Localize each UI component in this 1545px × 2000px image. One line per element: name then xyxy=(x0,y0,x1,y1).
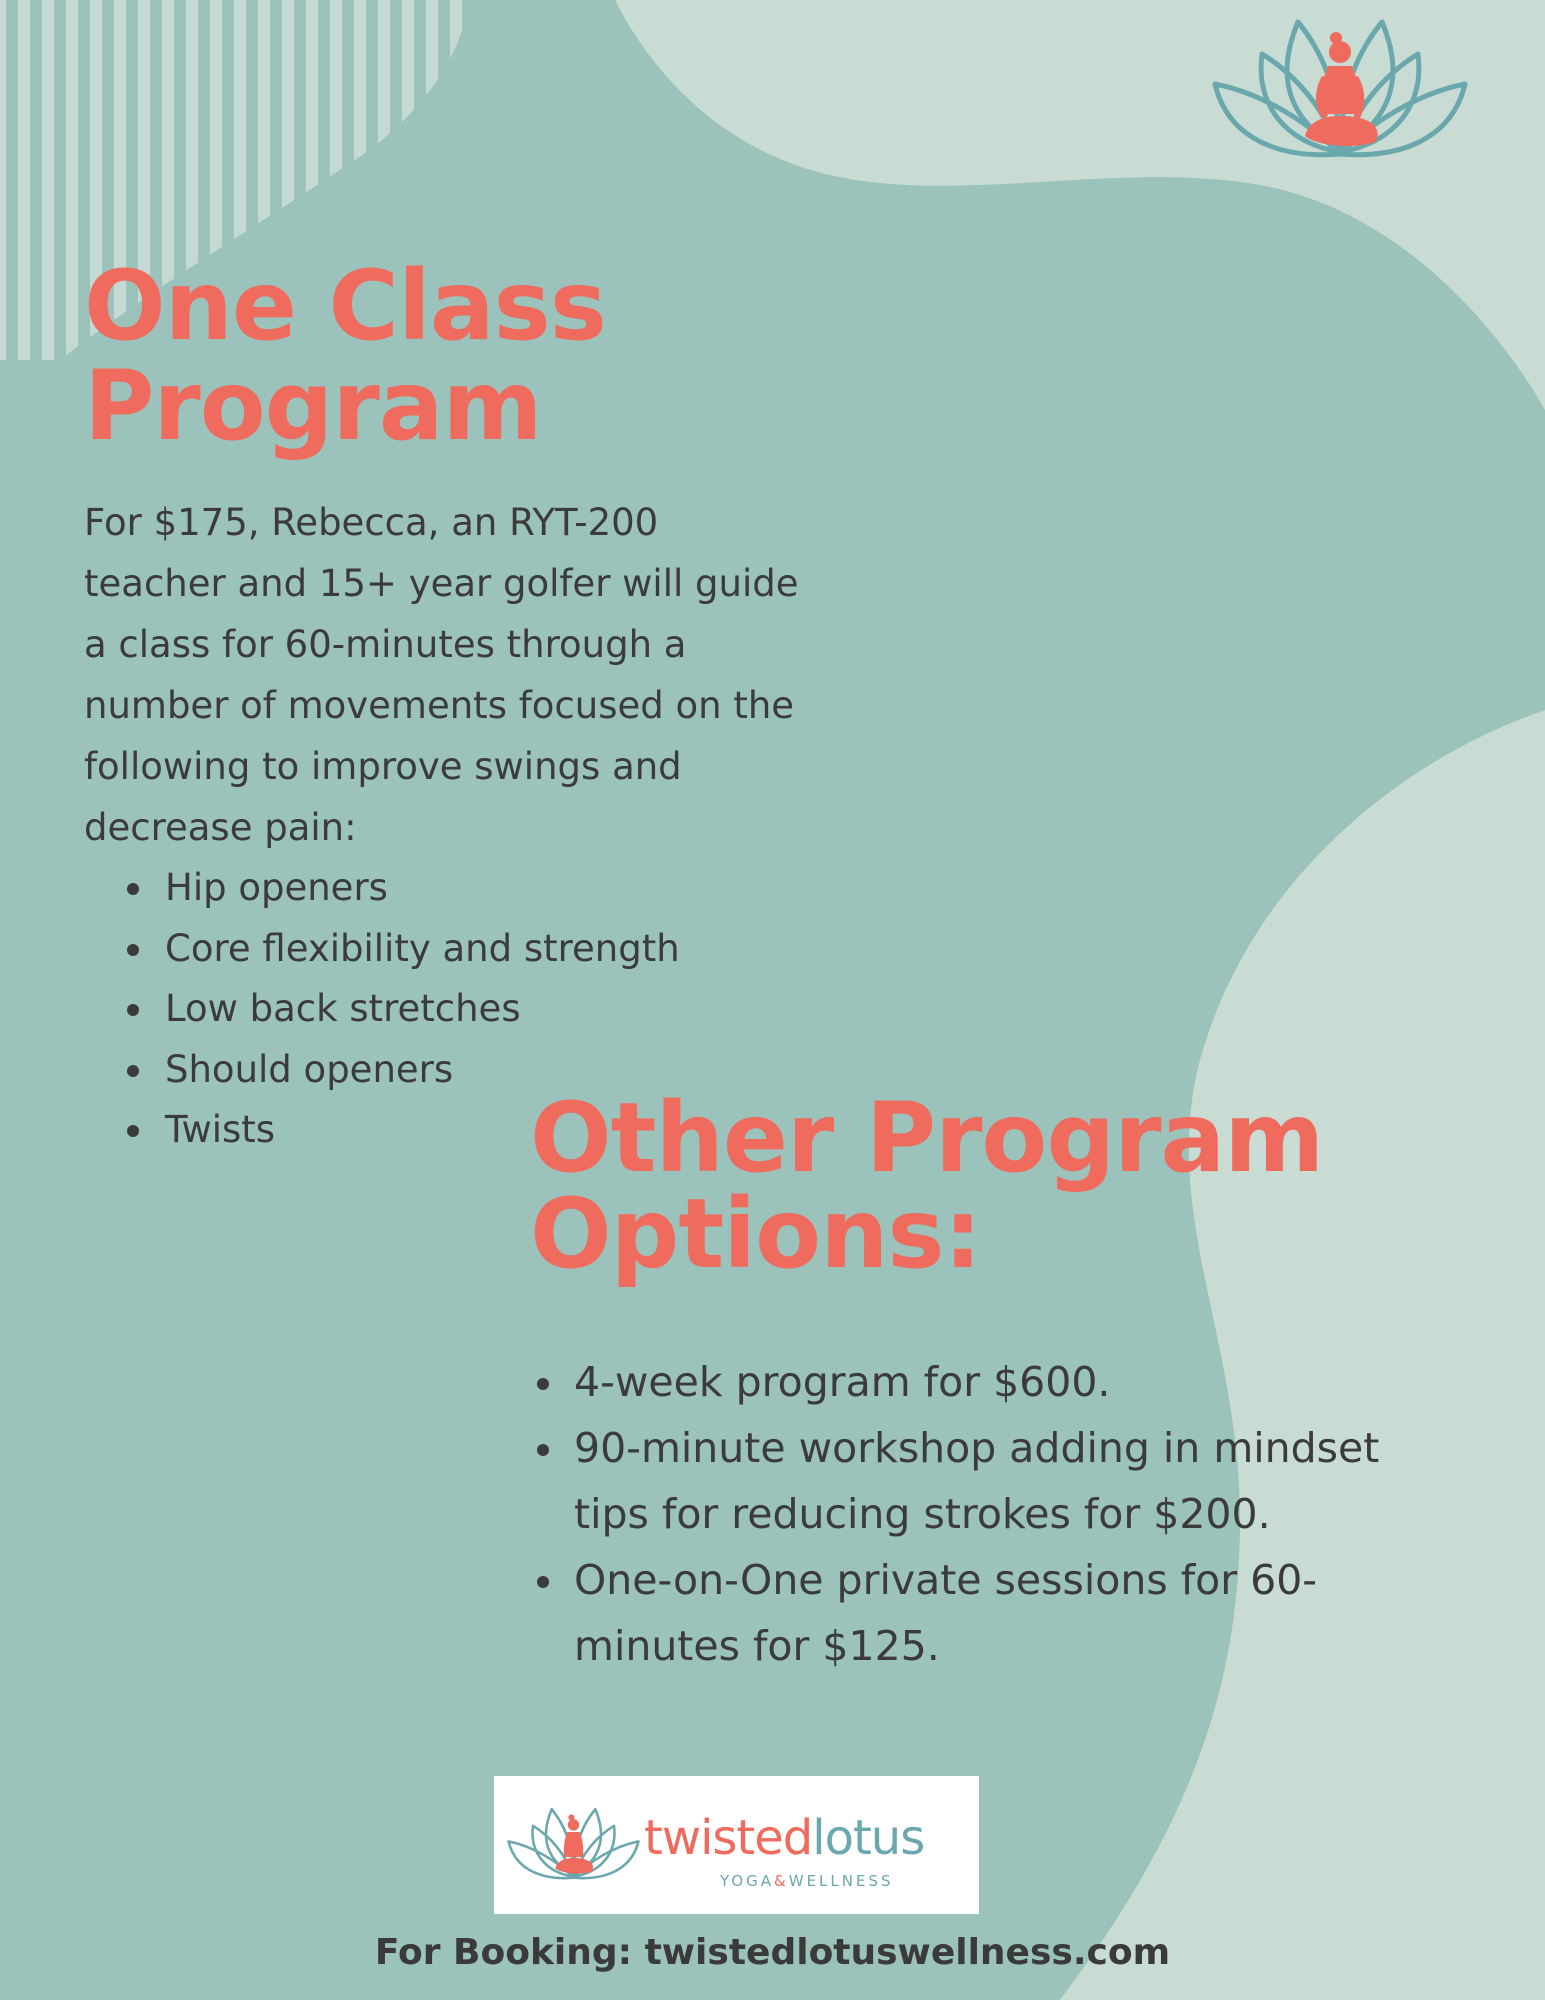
lotus-meditation-icon xyxy=(1210,14,1470,164)
section1-title xyxy=(84,250,606,462)
logo-tagline xyxy=(720,1872,894,1890)
option-line: minutes for $125. xyxy=(574,1622,940,1670)
option-line: tips for reducing strokes for $200. xyxy=(574,1490,1271,1538)
brand-logo xyxy=(494,1776,979,1914)
logo-tag-wellness: WELLNESS xyxy=(788,1872,894,1890)
lotus-logo-icon xyxy=(506,1794,641,1894)
logo-tag-yoga: YOGA xyxy=(720,1872,775,1890)
focus-item: Twists xyxy=(165,1100,680,1161)
options-list xyxy=(574,1349,1394,1679)
section2-title-line2: Options: xyxy=(530,1178,981,1290)
logo-tag-amp: & xyxy=(774,1872,789,1890)
intro-line: For $175, Rebecca, an RYT-200 xyxy=(84,501,659,544)
focus-item: Should openers xyxy=(165,1040,680,1101)
booking-footer xyxy=(0,1932,1545,1973)
logo-wordmark xyxy=(644,1810,925,1866)
intro-line: a class for 60-minutes through a xyxy=(84,623,687,666)
intro-line: following to improve swings and xyxy=(84,745,682,788)
option-item xyxy=(574,1547,1394,1679)
section1-title-line1: One Class xyxy=(84,250,606,362)
booking-url[interactable]: twistedlotuswellness.com xyxy=(644,1932,1171,1973)
section1-intro xyxy=(84,492,884,858)
option-item xyxy=(574,1415,1394,1547)
intro-line: decrease pain: xyxy=(84,806,357,849)
option-line: One-on-One private sessions for 60- xyxy=(574,1556,1318,1604)
section2-title xyxy=(530,1082,1324,1290)
focus-item: Hip openers xyxy=(165,858,680,919)
focus-item: Low back stretches xyxy=(165,979,680,1040)
focus-item: Core flexibility and strength xyxy=(165,919,680,980)
option-line: 90-minute workshop adding in mindset xyxy=(574,1424,1380,1472)
logo-word-lotus: lotus xyxy=(812,1810,925,1866)
intro-line: teacher and 15+ year golfer will guide xyxy=(84,562,799,605)
section2-title-line1: Other Program xyxy=(530,1082,1324,1194)
option-line: 4-week program for $600. xyxy=(574,1358,1111,1406)
option-item xyxy=(574,1349,1394,1415)
booking-label: For Booking: xyxy=(374,1932,633,1973)
intro-line: number of movements focused on the xyxy=(84,684,795,727)
logo-word-twisted: twisted xyxy=(644,1810,813,1866)
section1-title-line2: Program xyxy=(84,350,542,462)
